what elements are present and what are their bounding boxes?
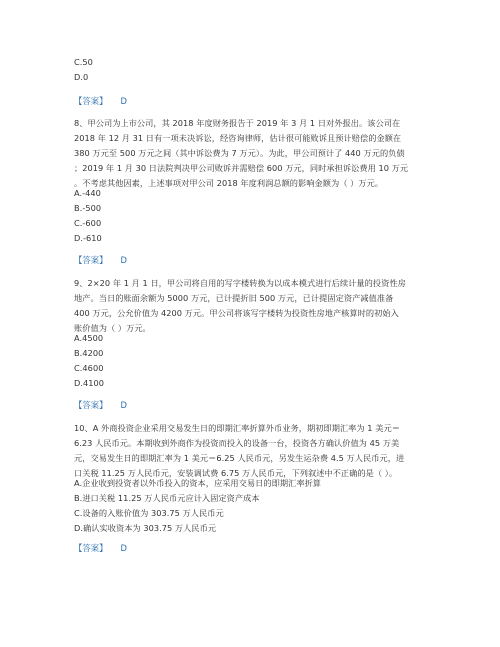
answer-tag: 【答案】 (74, 400, 108, 410)
option-c-prev: C.50 (74, 57, 93, 67)
answer-line-q10 (74, 541, 127, 555)
q8-option-b: B.-500 (74, 203, 102, 213)
answer-tag: 【答案】 (74, 96, 108, 106)
q10-option-b: B.进口关税 11.25 万人民币元应计入固定资产成本 (74, 493, 260, 503)
q9-option-d: D.4100 (74, 378, 105, 388)
q9-option-b: B.4200 (74, 348, 104, 358)
q8-line-3: 380 万元至 500 万元之间（其中诉讼费为 7 万元）。为此，甲公司预计了 440 万元的负债 (74, 148, 405, 158)
q10-option-a: A.企业收到投资者以外币投入的资本，应采用交易日的即期汇率折算 (74, 478, 322, 488)
answer-value: D (120, 255, 127, 265)
q8-option-c: C.-600 (74, 218, 102, 228)
answer-line-q9 (74, 398, 127, 412)
q8-line-5: 。不考虑其他因素，上述事项对甲公司 2018 年度利润总额的影响金额为（ ）万元。 (74, 178, 384, 188)
q9-line-2: 地产。当日的账面余额为 5000 万元，已计提折旧 500 万元，已计提固定资产减值准备 (74, 293, 394, 303)
answer-line-prev (74, 94, 127, 108)
q9-line-4: 账价值为（ ）万元。 (74, 323, 151, 333)
q8-option-d: D.-610 (74, 233, 102, 243)
q10-line-2: 6.23 人民币元。本期收到外商作为投资而投入的设备一台，投资各方确认价值为 45 万美 (74, 438, 400, 448)
answer-tag: 【答案】 (74, 255, 108, 265)
q8-line-1: 8、甲公司为上市公司，其 2018 年度财务报告于 2019 年 3 月 1 日对外报出。该公司在 (74, 118, 401, 128)
answer-value: D (120, 543, 127, 553)
q8-line-2: 2018 年 12 月 31 日有一项未决诉讼，经咨询律师，估计很可能败诉且预计赔偿的金额在 (74, 133, 402, 143)
q9-option-c: C.4600 (74, 363, 104, 373)
q10-option-c: C.设备的入账价值为 303.75 万人民币元 (74, 508, 224, 518)
option-d-prev: D.0 (74, 72, 89, 82)
q9-line-3: 400 万元，公允价值为 4200 万元。甲公司将该写字楼转为投资性房地产核算时的初始入 (74, 308, 399, 318)
answer-tag: 【答案】 (74, 543, 108, 553)
q8-line-4: ；2019 年 1 月 30 日法院判决甲公司败诉并需赔偿 600 万元，同时承担诉讼费用 10 万元 (74, 163, 409, 173)
answer-line-q8 (74, 253, 127, 267)
q10-line-1: 10、A 外商投资企业采用交易发生日的即期汇率折算外币业务，期初即期汇率为 1 美元＝ (74, 423, 400, 433)
answer-value: D (120, 96, 127, 106)
q10-option-d: D.确认实收资本为 303.75 万人民币元 (74, 523, 217, 533)
q9-option-a: A.4500 (74, 333, 104, 343)
q10-line-4: 口关税 11.25 万人民币元，安装调试费 6.75 万人民币元，下列叙述中不正确的是（ ）。 (74, 468, 398, 478)
q9-line-1: 9、2×20 年 1 月 1 日，甲公司将自用的写字楼转换为以成本模式进行后续计量的投资性房 (74, 278, 406, 288)
answer-value: D (120, 400, 127, 410)
q10-line-3: 元，交易发生日的即期汇率为 1 美元＝6.25 人民币元，另发生运杂费 4.5 万人民币元，进 (74, 453, 405, 463)
q8-option-a: A.-440 (74, 188, 101, 198)
